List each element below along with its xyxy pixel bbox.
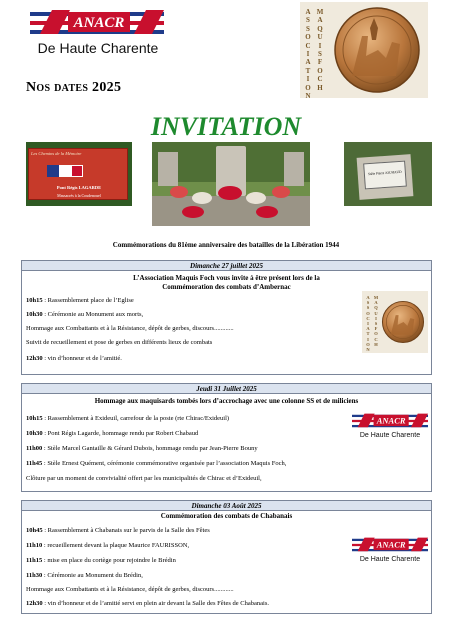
anacr-logo-small xyxy=(352,535,428,569)
invitation-heading: INVITATION xyxy=(150,112,302,141)
event-item: Clôture par un moment de convivialité offert par les municipalités de Chirac et d’Exideuil, xyxy=(26,475,262,482)
memorial-sign-board xyxy=(28,148,128,200)
event-item: 11h00 : Stèle Marcel Gantaille & Gérard Dubois, hommage rendu par Jean-Pierre Bouny xyxy=(26,445,258,452)
event-item: 12h30 : vin d’honneur et de l’amitié servi en plein air devant la Salle des Fêtes de Chabanais. xyxy=(26,600,269,607)
anacr-flag-graphic xyxy=(352,411,428,431)
bronze-medal-icon xyxy=(380,295,426,349)
maquis-foch-medal xyxy=(300,2,428,101)
event-item: 11h10 : recueillement devant la plaque Maurice FAURISSON, xyxy=(26,542,190,549)
sign-text-massacres: Massacrés à la Coudenouel xyxy=(57,193,101,198)
svg-text:ANACR: ANACR xyxy=(376,415,406,426)
anacr-logo-subtitle: De Haute Charente xyxy=(359,432,421,439)
sign-text-chemins: Les Chemins de la Mémoire xyxy=(31,151,82,156)
medal-vertical-text-maquis-foch: M A Q U I S F O C H xyxy=(316,8,324,92)
event-item: 10h15 : Rassemblement place de l’Eglise xyxy=(26,297,134,304)
event-item: Suivit de recueillement et pose de gerbes en différents lieux de combats xyxy=(26,339,213,346)
event-lead-line: L’Association Maquis Foch vous invite à être présent lors de la xyxy=(133,274,320,282)
photo-stele xyxy=(344,142,432,206)
photo-monument-wreaths xyxy=(152,142,310,226)
event-date-header: Dimanche 27 juillet 2025 xyxy=(22,261,431,271)
event-item: 10h30 : Cérémonie au Monument aux morts, xyxy=(26,311,144,318)
event-lead-line: Commémoration des combats de Chabanais xyxy=(160,512,293,520)
event-lead-line: Commémoration des combats d’Ambernac xyxy=(162,283,291,291)
svg-text:ANACR: ANACR xyxy=(376,539,406,550)
event-item: Hommage aux Combattants et à la Résistance, dépôt de gerbes, discours............ xyxy=(26,325,234,332)
event-date-header: Dimanche 03 Août 2025 xyxy=(22,501,431,511)
anacr-logo-subtitle: De Haute Charente xyxy=(359,556,421,563)
anacr-logo xyxy=(28,6,168,68)
anacr-flag-graphic xyxy=(352,535,428,555)
dates-title: Nos dates 2025 xyxy=(26,80,122,95)
maquis-foch-medal-small: A S S O C I A T I O N M A Q U I S F O C H xyxy=(362,291,428,353)
event-item: 10h45 : Rassemblement à Chabanais sur le parvis de la Salle des Fêtes xyxy=(26,527,210,534)
event-panel-exideuil xyxy=(21,383,432,492)
anacr-logo-text: ANACR xyxy=(73,15,125,31)
anacr-logo-small xyxy=(352,411,428,445)
event-panel-chabanais xyxy=(21,500,432,614)
anacr-flag-graphic xyxy=(30,8,164,38)
event-date-header: Jeudi 31 Juillet 2025 xyxy=(22,384,431,394)
stele-plaque-text: Stèle Pierre JOUHAUD xyxy=(367,169,402,177)
event-item: 11h45 : Stèle Ernest Quément, cérémonie commémorative organisée par l’association Maquis Foch, xyxy=(26,460,287,467)
event-item: 10h15 : Rassemblement à Exideuil, carrefour de la poste (rte Chirac/Exideuil) xyxy=(26,415,230,422)
sign-text-pont: Pont Régis LAGARDE xyxy=(56,185,102,190)
event-item: 12h30 : vin d’honneur et de l’amitié. xyxy=(26,355,122,362)
anacr-logo-subtitle: De Haute Charente xyxy=(37,40,159,56)
event-lead-line: Hommage aux maquisards tombés lors d’accrochage avec une colonne SS et de miliciens xyxy=(94,397,359,405)
bronze-medal-icon xyxy=(330,6,424,94)
event-item: 11h30 : Cérémonie au Monument du Brédin, xyxy=(26,572,143,579)
event-item: 10h30 : Pont Régis Lagarde, hommage rendu par Robert Chabaud xyxy=(26,430,199,437)
event-item: Hommage aux Combattants et à la Résistance, dépôt de gerbes, discours............ xyxy=(26,586,234,593)
event-item: 11h15 : mise en place du cortège pour rejoindre le Brédin xyxy=(26,557,176,564)
medal-vertical-text-association: A S S O C I A T I O N xyxy=(305,8,311,101)
photo-memorial-sign xyxy=(26,142,132,206)
event-panel-ambernac xyxy=(21,260,432,375)
commemorations-subtitle: Commémorations du 81ème anniversaire des batailles de la Libération 1944 xyxy=(112,241,340,249)
